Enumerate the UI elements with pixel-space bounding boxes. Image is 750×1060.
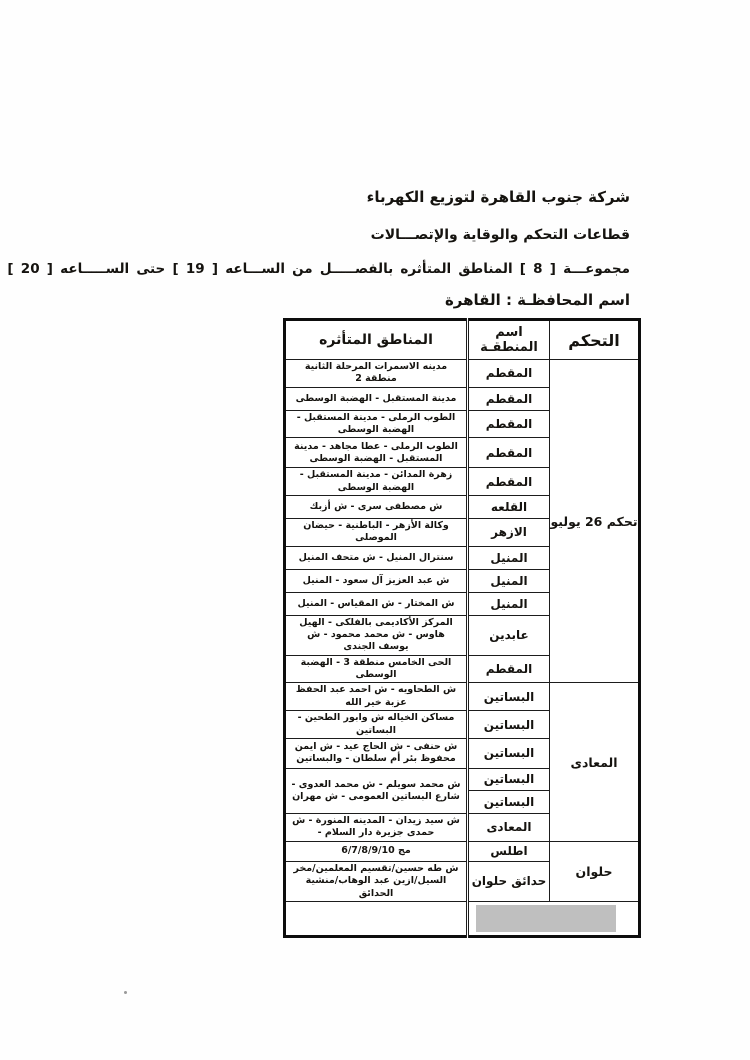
header-area-name: اسم المنطقـة (468, 320, 550, 360)
affected-areas-cell: الطوب الرملى - مدينة المستقبل - الهضبة الوسطى (285, 410, 468, 438)
affected-areas-cell: الطوب الرملى - عطا مجاهد - مدينة المستقبل - الهضبة الوسطى (285, 438, 468, 468)
governorate-line: اسم المحافظـة : القاهرة (444, 291, 630, 309)
outage-table-container (283, 318, 641, 938)
affected-areas-cell: ش محمد سويلم - ش محمد العدوى - شارع البساتين العمومى - ش مهران (285, 768, 468, 813)
control-cell: المعادى (550, 683, 640, 841)
affected-areas-cell: مدينه الاسمرات المرحلة الثانية منطقة 2 (285, 360, 468, 388)
area-name-cell: الازهر (468, 519, 550, 547)
scan-speck (124, 991, 127, 994)
affected-areas-cell: سنترال المنيل - ش متحف المنيل (285, 546, 468, 569)
area-name-cell: القلعه (468, 496, 550, 519)
affected-areas-cell: مدينة المستقبل - الهضبة الوسطى (285, 387, 468, 410)
affected-areas-cell: ش طه حسين/تقسيم المعلمين/مخر السيل/ازين عبد الوهاب/منشية الحدائق (285, 861, 468, 901)
control-cell: تحكم 26 يوليو (550, 360, 640, 683)
area-name-cell: المقطم (468, 468, 550, 496)
header-affected-areas: المناطق المتأثره (285, 320, 468, 360)
area-name-cell: المنيل (468, 569, 550, 592)
department-title: قطاعات التحكم والوقاية والإتصـــالات (370, 227, 630, 243)
table-row (285, 841, 640, 861)
control-cell: حلوان (550, 841, 640, 901)
area-name-cell: البساتين (468, 683, 550, 711)
table-row (285, 901, 640, 936)
table-row (285, 683, 640, 711)
area-name-cell: المقطم (468, 438, 550, 468)
affected-areas-cell: وكالة الأزهر - الباطنية - حيضان الموصلى (285, 519, 468, 547)
area-name-cell: المقطم (468, 410, 550, 438)
area-name-cell: البساتين (468, 790, 550, 813)
area-name-cell: المنيل (468, 546, 550, 569)
affected-areas-cell: مج 6/7/8/9/10 (285, 841, 468, 861)
area-name-cell: اطلس (468, 841, 550, 861)
area-name-cell: البساتين (468, 768, 550, 790)
affected-areas-cell: ش حنفى - ش الحاج عيد - ش ايمن محفوظ بئر أم سلطان - والبساتين (285, 738, 468, 768)
bottom-merged-cell (468, 901, 640, 936)
affected-areas-cell: مساكن الخياله ش وابور الطحين - البساتين (285, 711, 468, 739)
area-name-cell: المقطم (468, 655, 550, 683)
affected-areas-cell: ش مصطفى سرى - ش أزبك (285, 496, 468, 519)
area-name-cell: المقطم (468, 387, 550, 410)
header-control: التحكم (550, 320, 640, 360)
outage-table (283, 318, 641, 938)
table-row (285, 360, 640, 388)
gray-redaction-box (476, 905, 616, 932)
area-name-cell: البساتين (468, 711, 550, 739)
area-name-cell: المعادى (468, 813, 550, 841)
area-name-cell: حدائق حلوان (468, 861, 550, 901)
area-name-cell: عابدين (468, 615, 550, 655)
affected-areas-cell: ش عبد العزيز آل سعود - المنيل (285, 569, 468, 592)
table-header-row (285, 320, 640, 360)
affected-areas-cell: الحى الخامس منطقة 3 - الهضبة الوسطى (285, 655, 468, 683)
affected-areas-cell: زهرة المدائن - مدينة المستقبل - الهضبة الوسطى (285, 468, 468, 496)
affected-areas-cell: ش سيد زيدان - المدينه المنورة - ش حمدى جزيرة دار السلام - (285, 813, 468, 841)
affected-areas-cell: المركز الأكاديمى بالفلكى - الهيل هاوس - ش محمد محمود - ش يوسف الجندى (285, 615, 468, 655)
area-name-cell: المنيل (468, 592, 550, 615)
company-title: شركة جنوب القاهرة لتوزيع الكهرباء (366, 188, 630, 206)
affected-areas-cell (285, 901, 468, 936)
group-outage-line: مجموعـــة [ 8 ] المناطق المتأثره بالفصـــــل من الســـاعه [ 19 ] حتى الســـــاعه [ 20 ] (7, 261, 630, 277)
area-name-cell: البساتين (468, 738, 550, 768)
area-name-cell: المقطم (468, 360, 550, 388)
affected-areas-cell: ش المختار - ش المقياس - المنيل (285, 592, 468, 615)
affected-areas-cell: ش الطحاويه - ش احمد عبد الحفظ عزبة خير الله (285, 683, 468, 711)
